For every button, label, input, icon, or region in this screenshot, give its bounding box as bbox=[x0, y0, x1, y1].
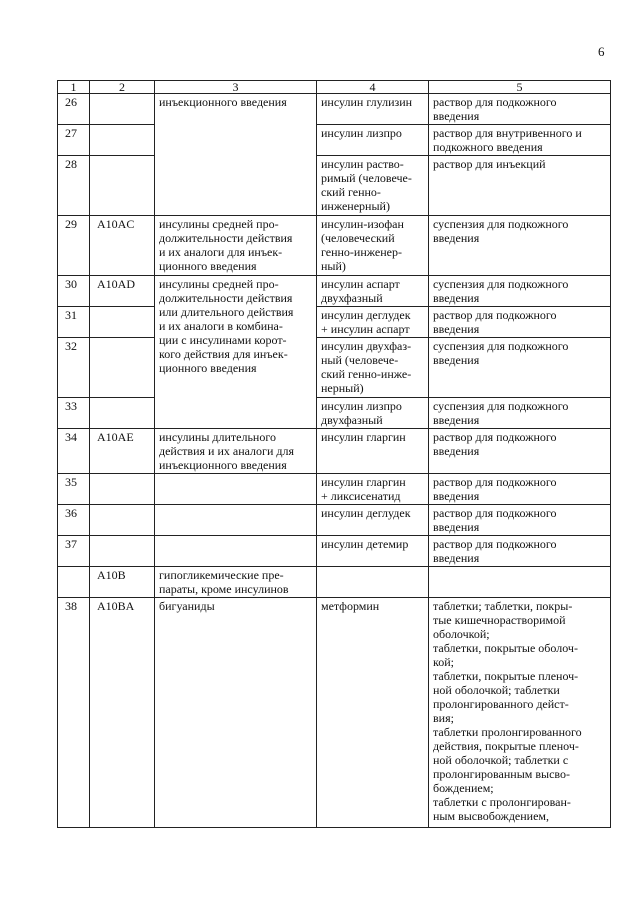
drug-name: инсулин аспарт двухфазный bbox=[317, 276, 429, 307]
row-number bbox=[58, 567, 90, 598]
table-header-row bbox=[58, 81, 611, 94]
drug-name: инсулин гларгин + ликсисенатид bbox=[317, 474, 429, 505]
dosage-form: раствор для подкожного введения bbox=[429, 536, 611, 567]
dosage-form: таблетки; таблетки, покры- тые кишечнорастворимой оболочкой; таблетки, покрытые оболоч- кой; таблетки, покрытые пленоч- ной оболочкой; таблетки пролонгированного дейст- вия; таблетки пролонгированного действия, покрытые пленоч- ной оболочкой; таблетки с пролонгированным высво- бождением; таблетки с пролонгирован- ным высвобождением, bbox=[429, 598, 611, 828]
table-row bbox=[58, 429, 611, 474]
drug-name: инсулин лизпро bbox=[317, 125, 429, 156]
page-number: 6 bbox=[598, 44, 605, 59]
pharm-group bbox=[155, 536, 317, 567]
dosage-form: раствор для инъекций bbox=[429, 156, 611, 216]
atc-code bbox=[90, 125, 155, 156]
atc-code bbox=[90, 94, 155, 125]
dosage-form: раствор для подкожного введения bbox=[429, 307, 611, 338]
atc-code: A10AE bbox=[90, 429, 155, 474]
row-number: 26 bbox=[58, 94, 90, 125]
dosage-form: суспензия для подкожного введения bbox=[429, 398, 611, 429]
table-row bbox=[58, 505, 611, 536]
atc-code bbox=[90, 338, 155, 398]
row-number: 27 bbox=[58, 125, 90, 156]
drug-name: инсулин раство- римый (человече- ский генно- инженерный) bbox=[317, 156, 429, 216]
table-row bbox=[58, 94, 611, 125]
header-cell: 2 bbox=[90, 81, 155, 94]
drug-name: метформин bbox=[317, 598, 429, 828]
drug-name: инсулин детемир bbox=[317, 536, 429, 567]
dosage-form bbox=[429, 567, 611, 598]
table-row bbox=[58, 398, 611, 429]
pharm-group: инсулины длительного действия и их аналоги для инъекционного введения bbox=[155, 429, 317, 474]
table-row bbox=[58, 536, 611, 567]
atc-code bbox=[90, 505, 155, 536]
pharm-group: гипогликемические пре- параты, кроме инсулинов bbox=[155, 567, 317, 598]
atc-code: A10BA bbox=[90, 598, 155, 828]
pharm-group: инсулины средней про- должительности действия и их аналоги для инъек- ционного введения bbox=[155, 216, 317, 276]
table-row bbox=[58, 598, 611, 828]
header-cell: 5 bbox=[429, 81, 611, 94]
pharm-group bbox=[155, 505, 317, 536]
table-row bbox=[58, 338, 611, 398]
drug-name: инсулин-изофан (человеческий генно-инженер- ный) bbox=[317, 216, 429, 276]
dosage-form: раствор для подкожного введения bbox=[429, 429, 611, 474]
row-number: 32 bbox=[58, 338, 90, 398]
row-number: 31 bbox=[58, 307, 90, 338]
table-row bbox=[58, 216, 611, 276]
table-row bbox=[58, 307, 611, 338]
dosage-form: суспензия для подкожного введения bbox=[429, 276, 611, 307]
dosage-form: суспензия для подкожного введения bbox=[429, 338, 611, 398]
dosage-form: раствор для подкожного введения bbox=[429, 505, 611, 536]
pharm-group: инъекционного введения bbox=[155, 94, 317, 216]
row-number: 29 bbox=[58, 216, 90, 276]
row-number: 36 bbox=[58, 505, 90, 536]
dosage-form: раствор для внутривенного и подкожного введения bbox=[429, 125, 611, 156]
atc-code bbox=[90, 536, 155, 567]
header-cell: 4 bbox=[317, 81, 429, 94]
drug-name: инсулин двухфаз- ный (человече- ский генно-инже- нерный) bbox=[317, 338, 429, 398]
row-number: 33 bbox=[58, 398, 90, 429]
row-number: 35 bbox=[58, 474, 90, 505]
row-number: 37 bbox=[58, 536, 90, 567]
row-number: 38 bbox=[58, 598, 90, 828]
atc-code bbox=[90, 398, 155, 429]
drug-name: инсулин деглудек bbox=[317, 505, 429, 536]
row-number: 34 bbox=[58, 429, 90, 474]
atc-code: A10B bbox=[90, 567, 155, 598]
header-cell: 1 bbox=[58, 81, 90, 94]
drug-name: инсулин лизпро двухфазный bbox=[317, 398, 429, 429]
dosage-form: суспензия для подкожного введения bbox=[429, 216, 611, 276]
row-number: 28 bbox=[58, 156, 90, 216]
table-row bbox=[58, 156, 611, 216]
header-cell: 3 bbox=[155, 81, 317, 94]
atc-code bbox=[90, 474, 155, 505]
dosage-form: раствор для подкожного введения bbox=[429, 94, 611, 125]
table-row bbox=[58, 125, 611, 156]
pharm-group: инсулины средней про- должительности действия или длительного действия и их аналоги в комбина- ции с инсулинами корот- кого действия для инъек- ционного введения bbox=[155, 276, 317, 429]
table-row bbox=[58, 567, 611, 598]
table-row bbox=[58, 474, 611, 505]
atc-code: A10AD bbox=[90, 276, 155, 307]
dosage-form: раствор для подкожного введения bbox=[429, 474, 611, 505]
drug-name: инсулин глулизин bbox=[317, 94, 429, 125]
drug-name bbox=[317, 567, 429, 598]
atc-code bbox=[90, 156, 155, 216]
drug-name: инсулин деглудек + инсулин аспарт bbox=[317, 307, 429, 338]
atc-code bbox=[90, 307, 155, 338]
atc-code: A10AC bbox=[90, 216, 155, 276]
medication-table bbox=[57, 80, 611, 828]
drug-name: инсулин гларгин bbox=[317, 429, 429, 474]
row-number: 30 bbox=[58, 276, 90, 307]
table-row bbox=[58, 276, 611, 307]
pharm-group: бигуаниды bbox=[155, 598, 317, 828]
pharm-group bbox=[155, 474, 317, 505]
